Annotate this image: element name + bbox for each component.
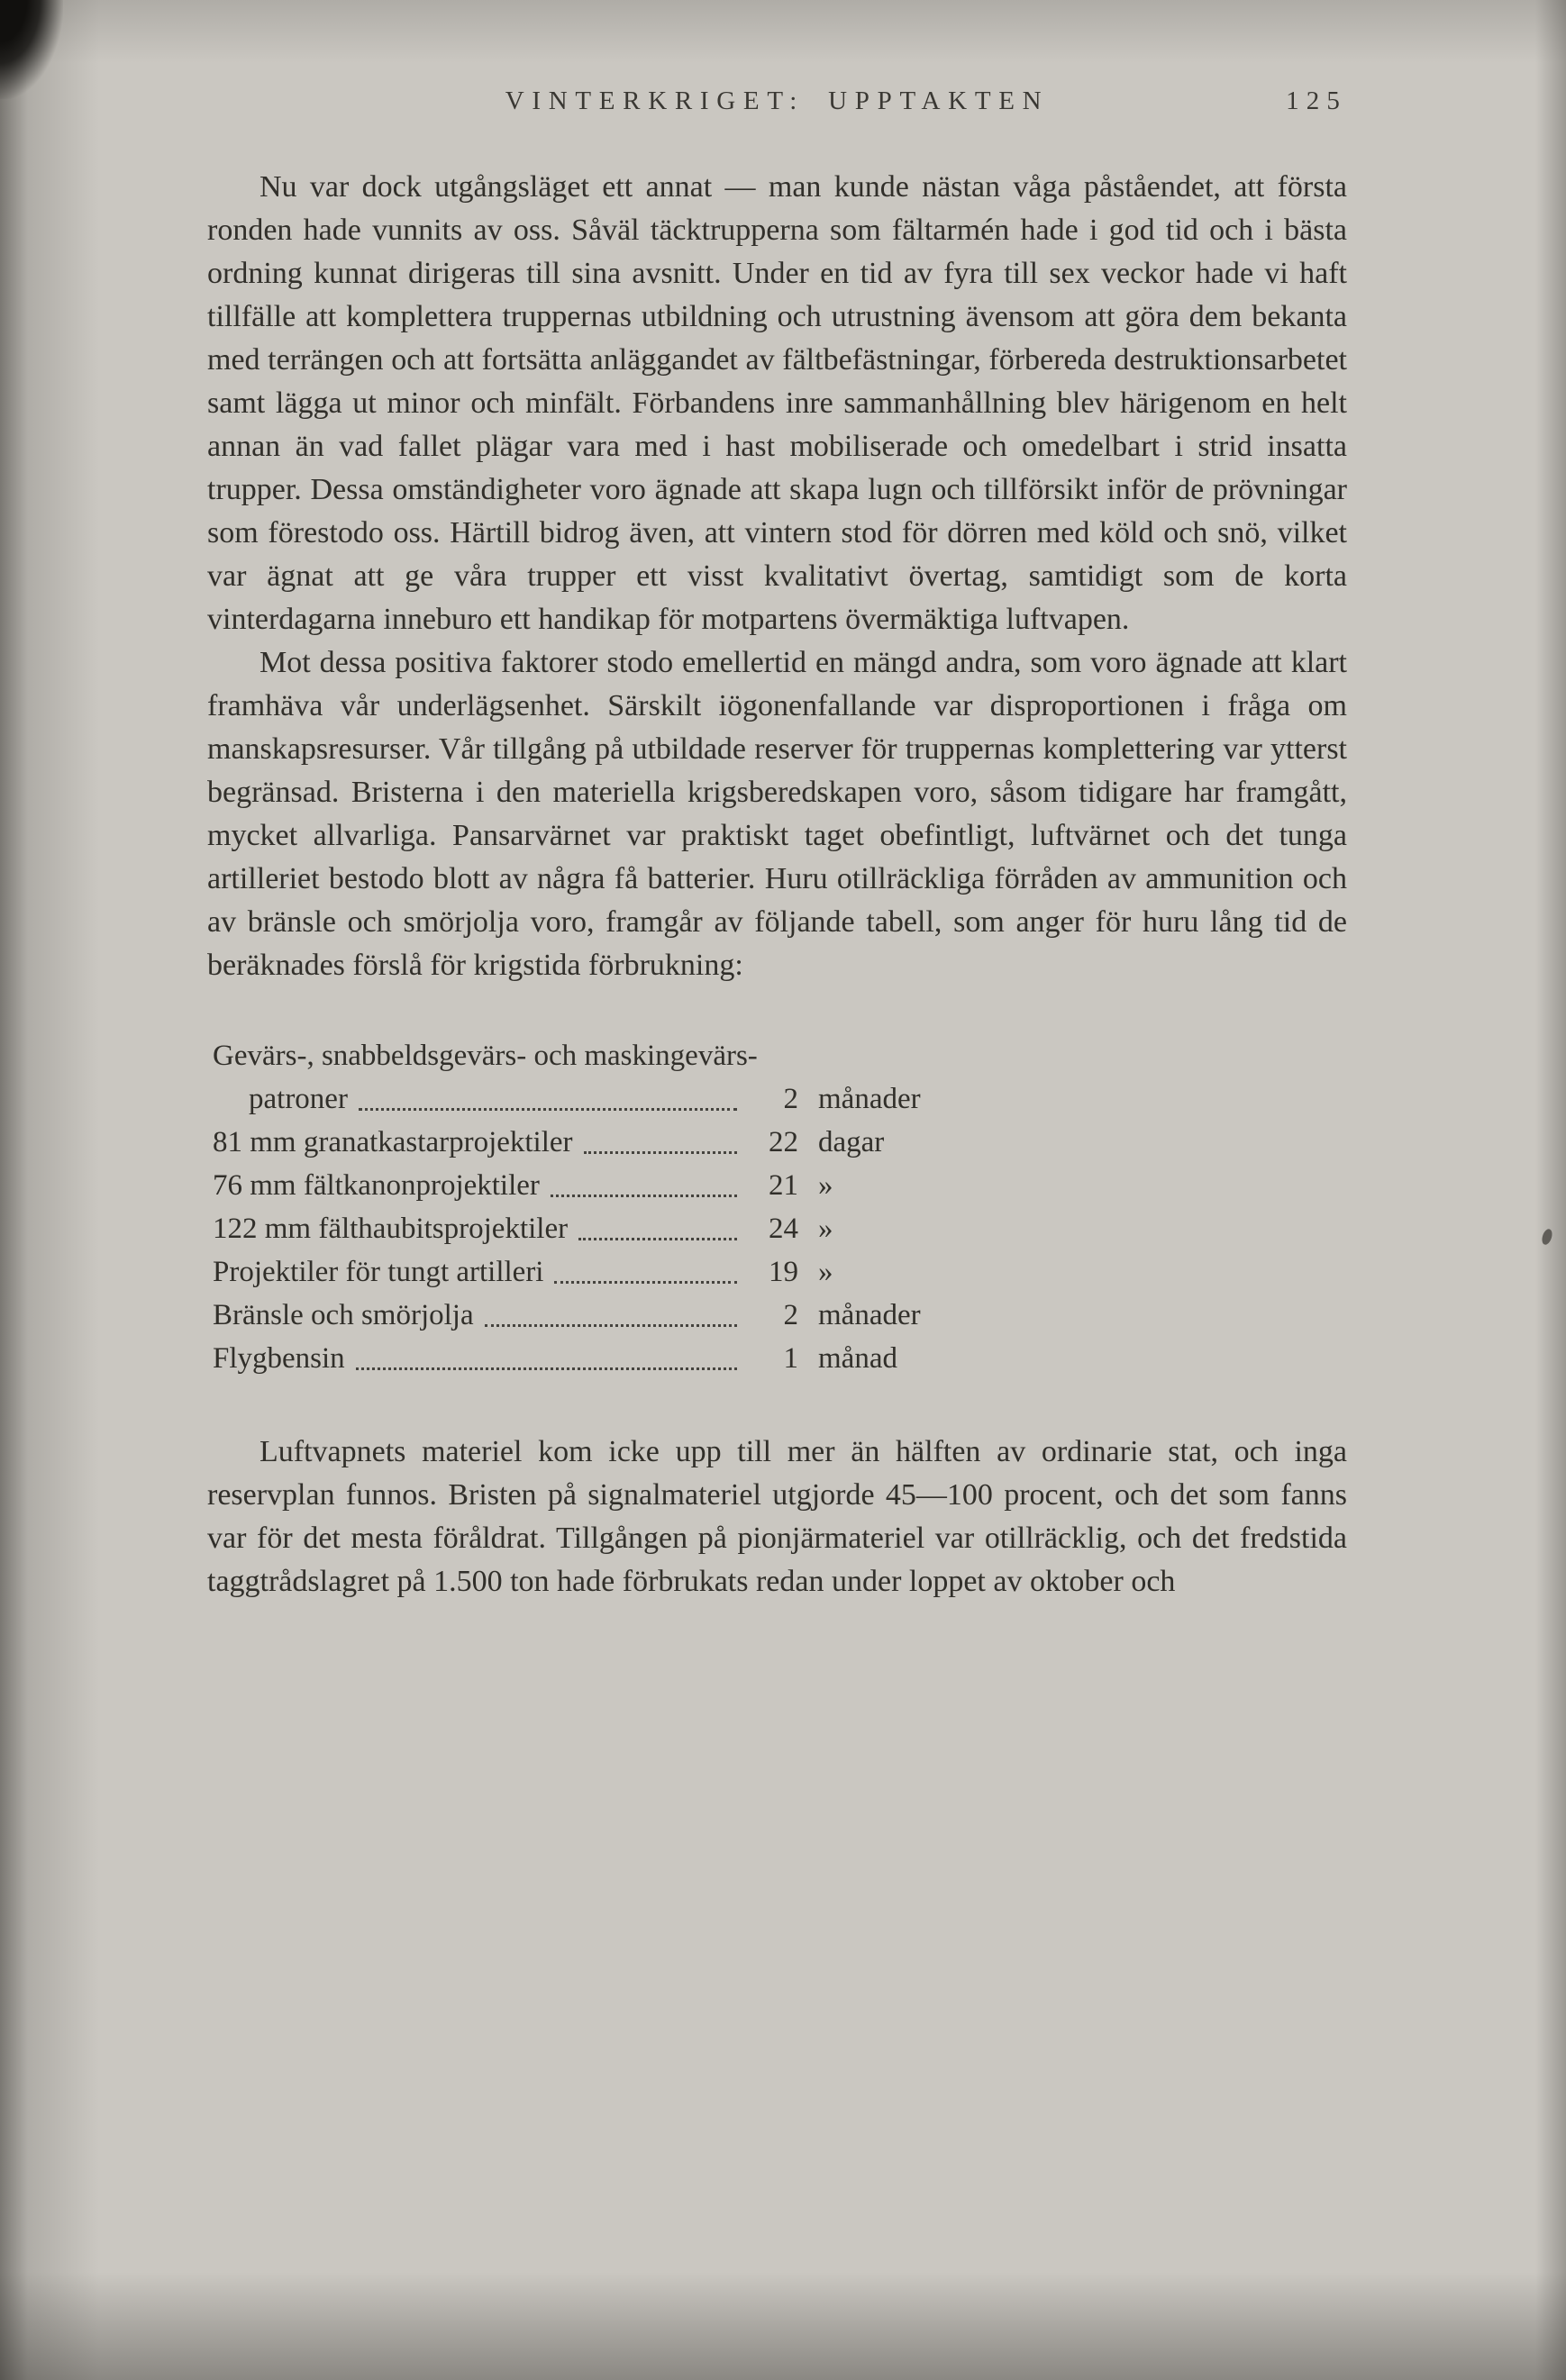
dotted-leader [359, 1108, 737, 1111]
supply-unit: dagar [818, 1126, 885, 1158]
dotted-leader [554, 1281, 737, 1284]
dotted-leader [551, 1195, 737, 1197]
page-number: 125 [1286, 86, 1347, 115]
supply-label: 122 mm fälthaubitsprojektiler [213, 1213, 569, 1245]
dotted-leader [485, 1324, 737, 1327]
supply-value: 2 [783, 1083, 798, 1115]
supply-value: 24 [769, 1213, 798, 1245]
running-title: VINTERKRIGET: UPPTAKTEN [505, 86, 1050, 115]
supply-row [213, 1294, 970, 1337]
supply-value: 22 [769, 1126, 798, 1158]
scan-corner-artifact [0, 0, 63, 99]
supply-row [213, 1250, 970, 1294]
supply-label: Projektiler för tungt artilleri [213, 1256, 544, 1288]
supply-row [213, 1077, 970, 1121]
supply-value: 2 [783, 1299, 798, 1331]
supply-label: Flygbensin [213, 1342, 345, 1375]
supply-label: 81 mm granatkastarprojektiler [213, 1126, 573, 1158]
supply-row [213, 1121, 970, 1164]
dotted-leader [356, 1367, 737, 1370]
supply-label: 76 mm fältkanonprojektiler [213, 1169, 540, 1202]
supply-row-label-top: Gevärs-, snabbeldsgevärs- och maskingevärs- [213, 1040, 758, 1072]
supply-unit: » [818, 1256, 833, 1288]
supply-label: patroner [249, 1083, 348, 1115]
supply-row [213, 1164, 970, 1207]
scan-speck [1540, 1228, 1553, 1246]
supply-table [213, 1034, 970, 1380]
scan-shadow-bottom [0, 2272, 1566, 2380]
supply-unit: » [818, 1213, 833, 1245]
dotted-leader [578, 1238, 737, 1240]
scan-shadow-top [0, 0, 1566, 63]
supply-unit: månad [818, 1342, 897, 1375]
supply-unit: månader [818, 1299, 921, 1331]
paragraph-closing: Luftvapnets materiel kom icke upp till mer än hälften av ordinarie stat, och inga reservplan funnos. Bristen på signalmateriel utgjorde 45—100 procent, och det som fanns var för det mesta föråldrat. Tillgången på pionjärmateriel var otillräcklig, och det fredstida taggtrådslagret på 1.500 ton hade förbrukats redan under loppet av oktober och [207, 1435, 1347, 1598]
supply-label: Bränsle och smörjolja [213, 1299, 474, 1331]
supply-unit: » [818, 1169, 833, 1202]
paragraph-2: Mot dessa positiva faktorer stodo emellertid en mängd andra, som voro ägnade att klart framhäva vår underlägsenhet. Särskilt iögonenfallande var disproportionen i fråga om manskapsresurser. Vår tillgång på utbildade reserver för truppernas komplettering var ytterst begränsad. Bristerna i den materiella krigsberedskapen voro, såsom tidigare har framgått, mycket allvarliga. Pansarvärnet var praktiskt taget obefintligt, luftvärnet och det tunga artilleriet bestodo blott av några få batterier. Huru otillräckliga förråden av ammunition och av bränsle och smörjolja voro, framgår av följande tabell, som anger för huru lång tid de beräknades förslå för krigstida förbrukning: [207, 646, 1347, 982]
supply-row [213, 1337, 970, 1380]
scan-shadow-right [1535, 0, 1566, 2380]
supply-value: 1 [783, 1342, 798, 1375]
supply-value: 21 [769, 1169, 798, 1202]
supply-row [213, 1207, 970, 1250]
page-header [207, 86, 1347, 126]
text-block [207, 86, 1347, 1603]
dotted-leader [584, 1151, 737, 1154]
scan-shadow-left [0, 0, 99, 2380]
supply-unit: månader [818, 1083, 921, 1115]
supply-value: 19 [769, 1256, 798, 1288]
paragraph-1: Nu var dock utgångsläget ett annat — man kunde nästan våga påståendet, att första ronden hade vunnits av oss. Såväl täcktrupperna som fältarmén hade i god tid och i bästa ordning kunnat dirigeras till sina avsnitt. Under en tid av fyra till sex veckor hade vi haft tillfälle att komplettera truppernas utbildning och utrustning ävensom att göra dem bekanta med terrängen och att fortsätta anläggandet av fältbefästningar, förbereda destruktionsarbetet samt lägga ut minor och minfält. Förbandens inre sammanhållning blev härigenom en helt annan än vad fallet plägar vara med i hast mobiliserade och omedelbart i strid insatta trupper. Dessa omständigheter voro ägnade att skapa lugn och tillförsikt inför de prövningar som förestodo oss. Härtill bidrog även, att vintern stod för dörren med köld och snö, vilket var ägnat att ge våra trupper ett visst kvalitativt övertag, samtidigt som de korta vinterdagarna inneburo ett handikap för motpartens övermäktiga luftvapen. [207, 170, 1347, 636]
